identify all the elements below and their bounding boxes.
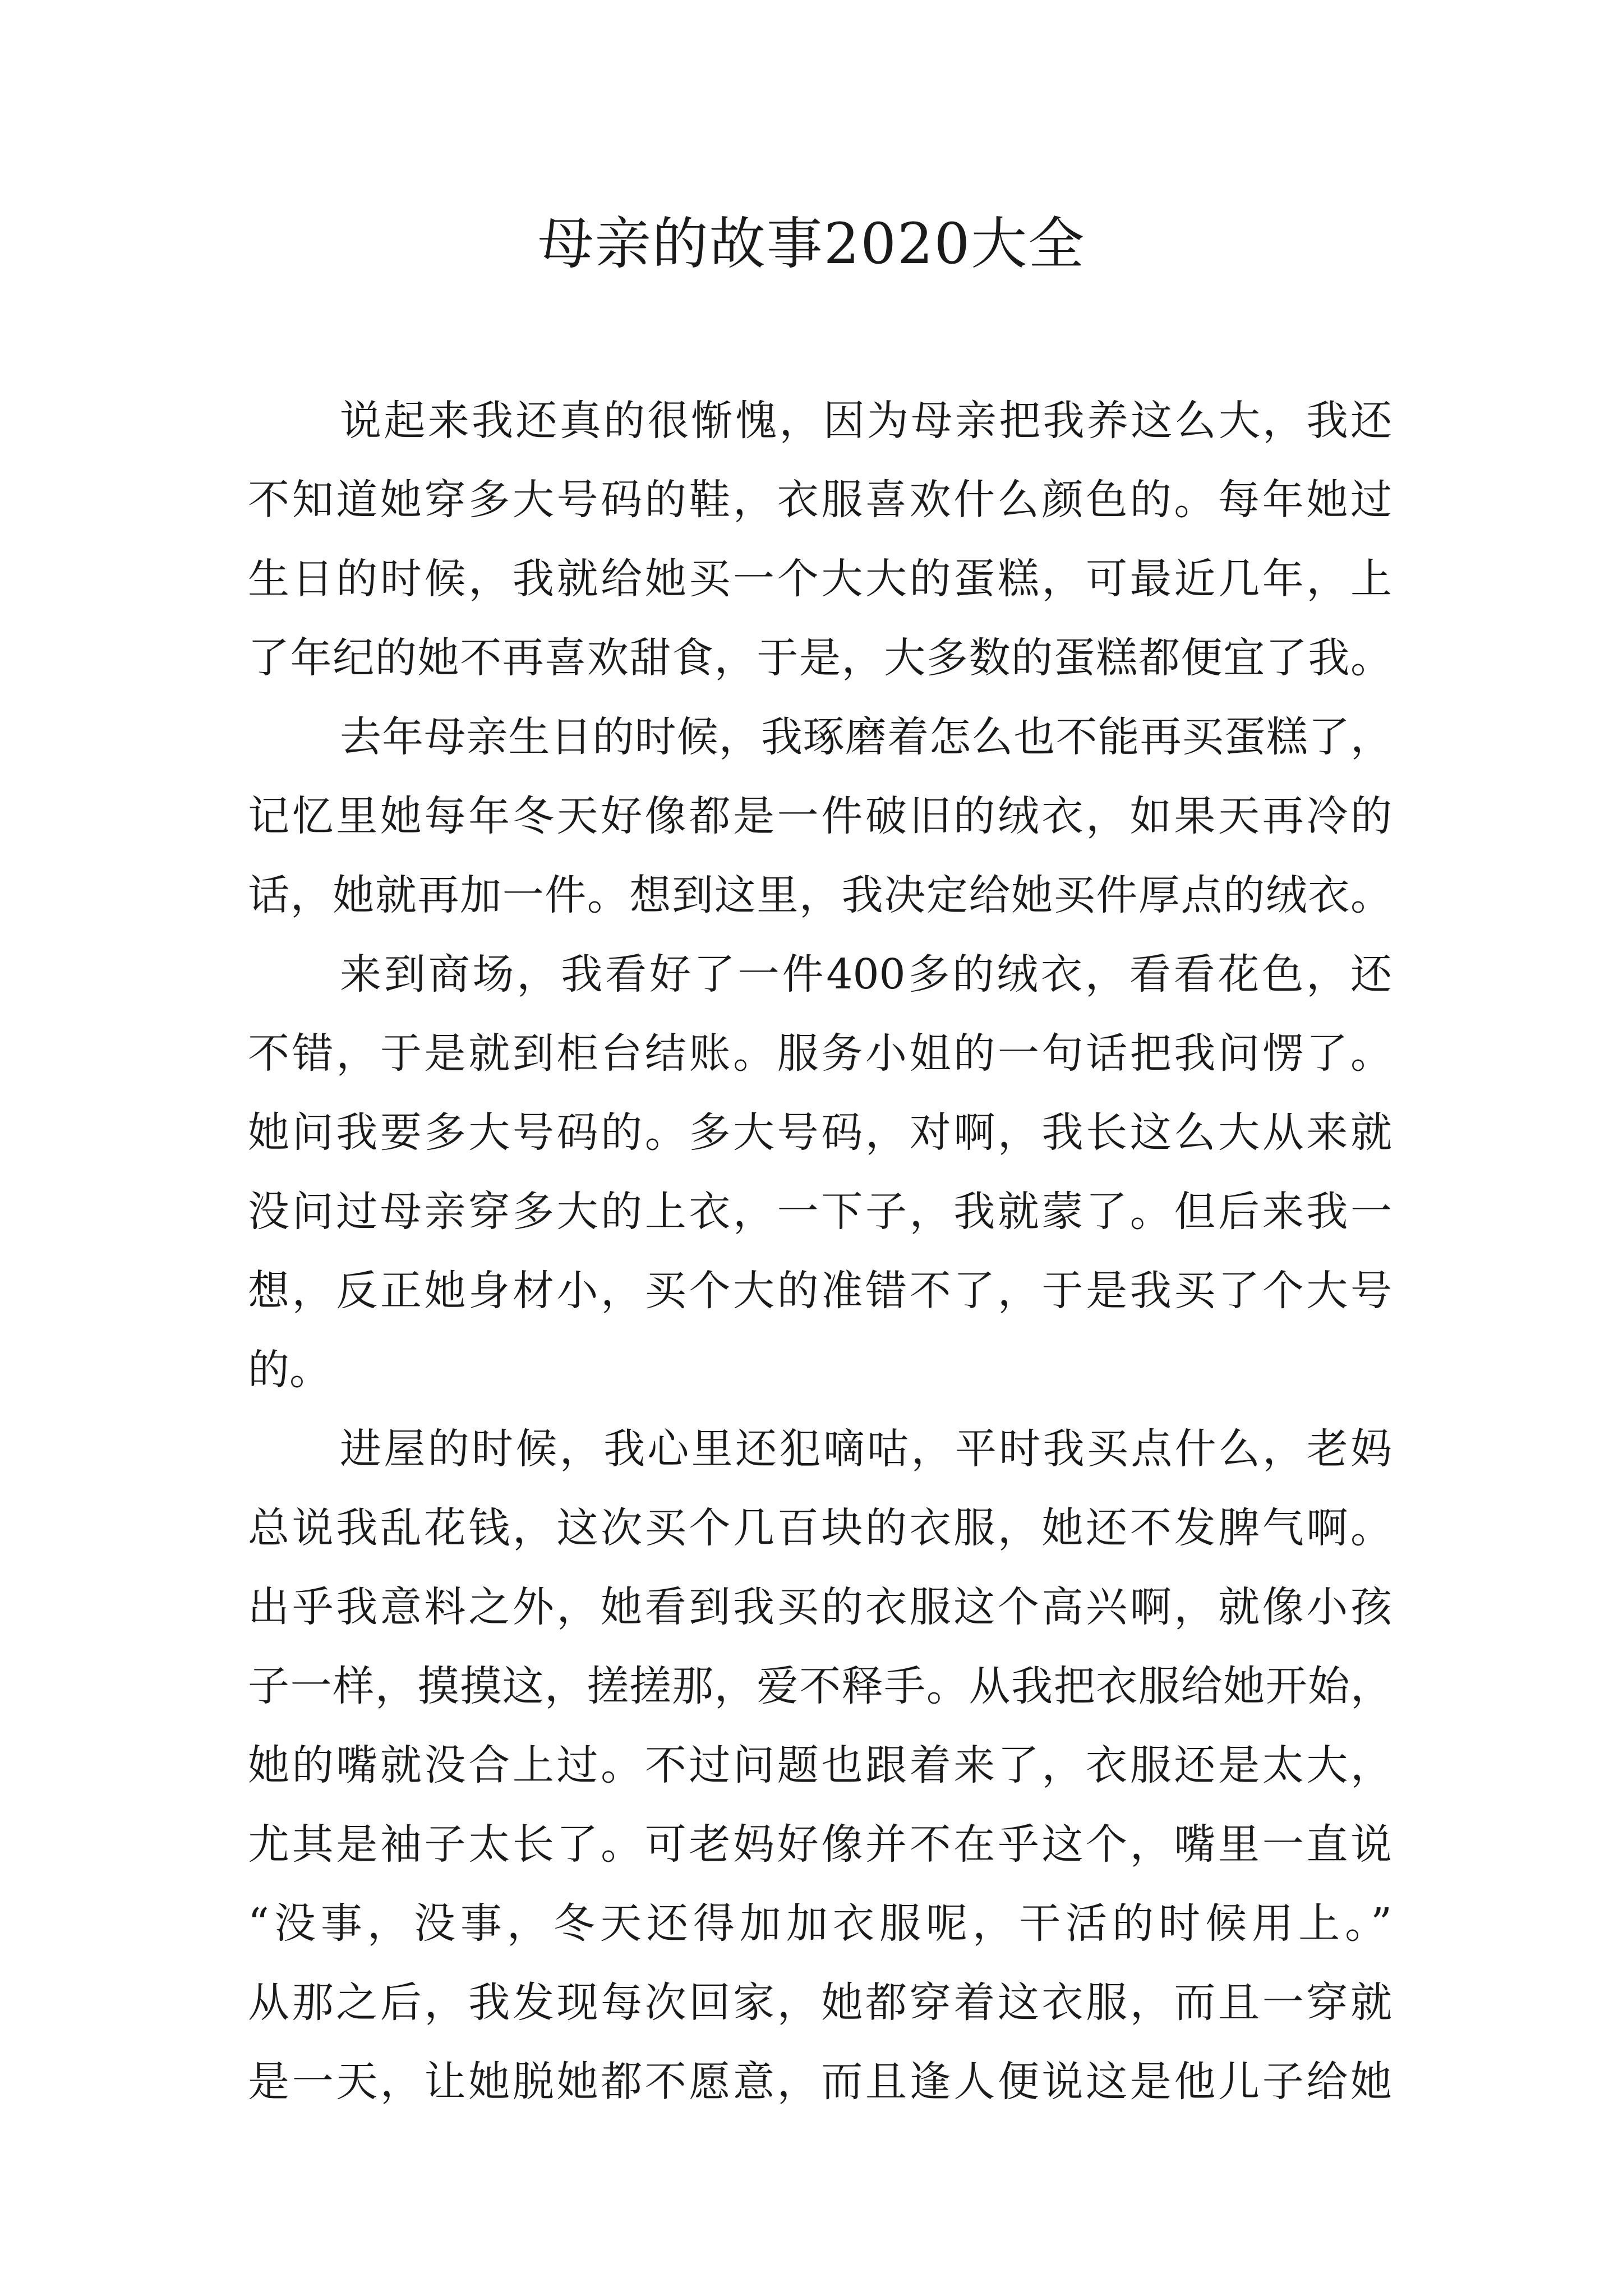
paragraph-line: 不错，于是就到柜台结账。服务小姐的一句话把我问愣了。 — [248, 1029, 1392, 1078]
paragraph-line: 没问过母亲穿多大的上衣，一下子，我就蒙了。但后来我一 — [248, 1188, 1392, 1236]
document-body — [248, 381, 1392, 2122]
paragraph-line: 去年母亲生日的时候，我琢磨着怎么也不能再买蛋糕了， — [340, 713, 1392, 761]
paragraph-line: 出乎我意料之外，她看到我买的衣服这个高兴啊，就像小孩 — [248, 1583, 1392, 1631]
paragraph-line: 了年纪的她不再喜欢甜食，于是，大多数的蛋糕都便宜了我。 — [248, 634, 1392, 682]
paragraph-line: 她问我要多大号码的。多大号码，对啊，我长这么大从来就 — [248, 1108, 1392, 1157]
paragraph-line: 的。 — [248, 1346, 331, 1394]
paragraph-line: 从那之后，我发现每次回家，她都穿着这衣服，而且一穿就 — [248, 1978, 1392, 2027]
paragraph-line: 说起来我还真的很惭愧，因为母亲把我养这么大，我还 — [340, 397, 1392, 445]
paragraph-line: 生日的时候，我就给她买一个大大的蛋糕，可最近几年，上 — [248, 555, 1392, 603]
paragraph-line: 是一天，让她脱她都不愿意，而且逢人便说这是他儿子给她 — [248, 2058, 1392, 2106]
paragraph-line: “没事，没事，冬天还得加加衣服呢，干活的时候用上。” — [248, 1899, 1392, 1948]
paragraph-line: 总说我乱花钱，这次买个几百块的衣服，她还不发脾气啊。 — [248, 1504, 1392, 1552]
paragraph-line: 她的嘴就没合上过。不过问题也跟着来了，衣服还是太大， — [248, 1741, 1392, 1789]
document-title: 母亲的故事2020大全 — [537, 211, 1086, 277]
paragraph-line: 子一样，摸摸这，搓搓那，爱不释手。从我把衣服给她开始， — [248, 1662, 1392, 1710]
paragraph-line: 不知道她穿多大号码的鞋，衣服喜欢什么颜色的。每年她过 — [248, 476, 1392, 524]
paragraph-line: 尤其是袖子太长了。可老妈好像并不在乎这个，嘴里一直说 — [248, 1820, 1392, 1869]
paragraph-line: 来到商场，我看好了一件400多的绒衣，看看花色，还 — [340, 950, 1392, 999]
paragraph-line: 话，她就再加一件。想到这里，我决定给她买件厚点的绒衣。 — [248, 871, 1392, 919]
paragraph-line: 进屋的时候，我心里还犯嘀咕，平时我买点什么，老妈 — [340, 1425, 1392, 1473]
paragraph-line: 记忆里她每年冬天好像都是一件破旧的绒衣，如果天再冷的 — [248, 792, 1392, 840]
paragraph-line: 想，反正她身材小，买个大的准错不了，于是我买了个大号 — [248, 1267, 1392, 1315]
